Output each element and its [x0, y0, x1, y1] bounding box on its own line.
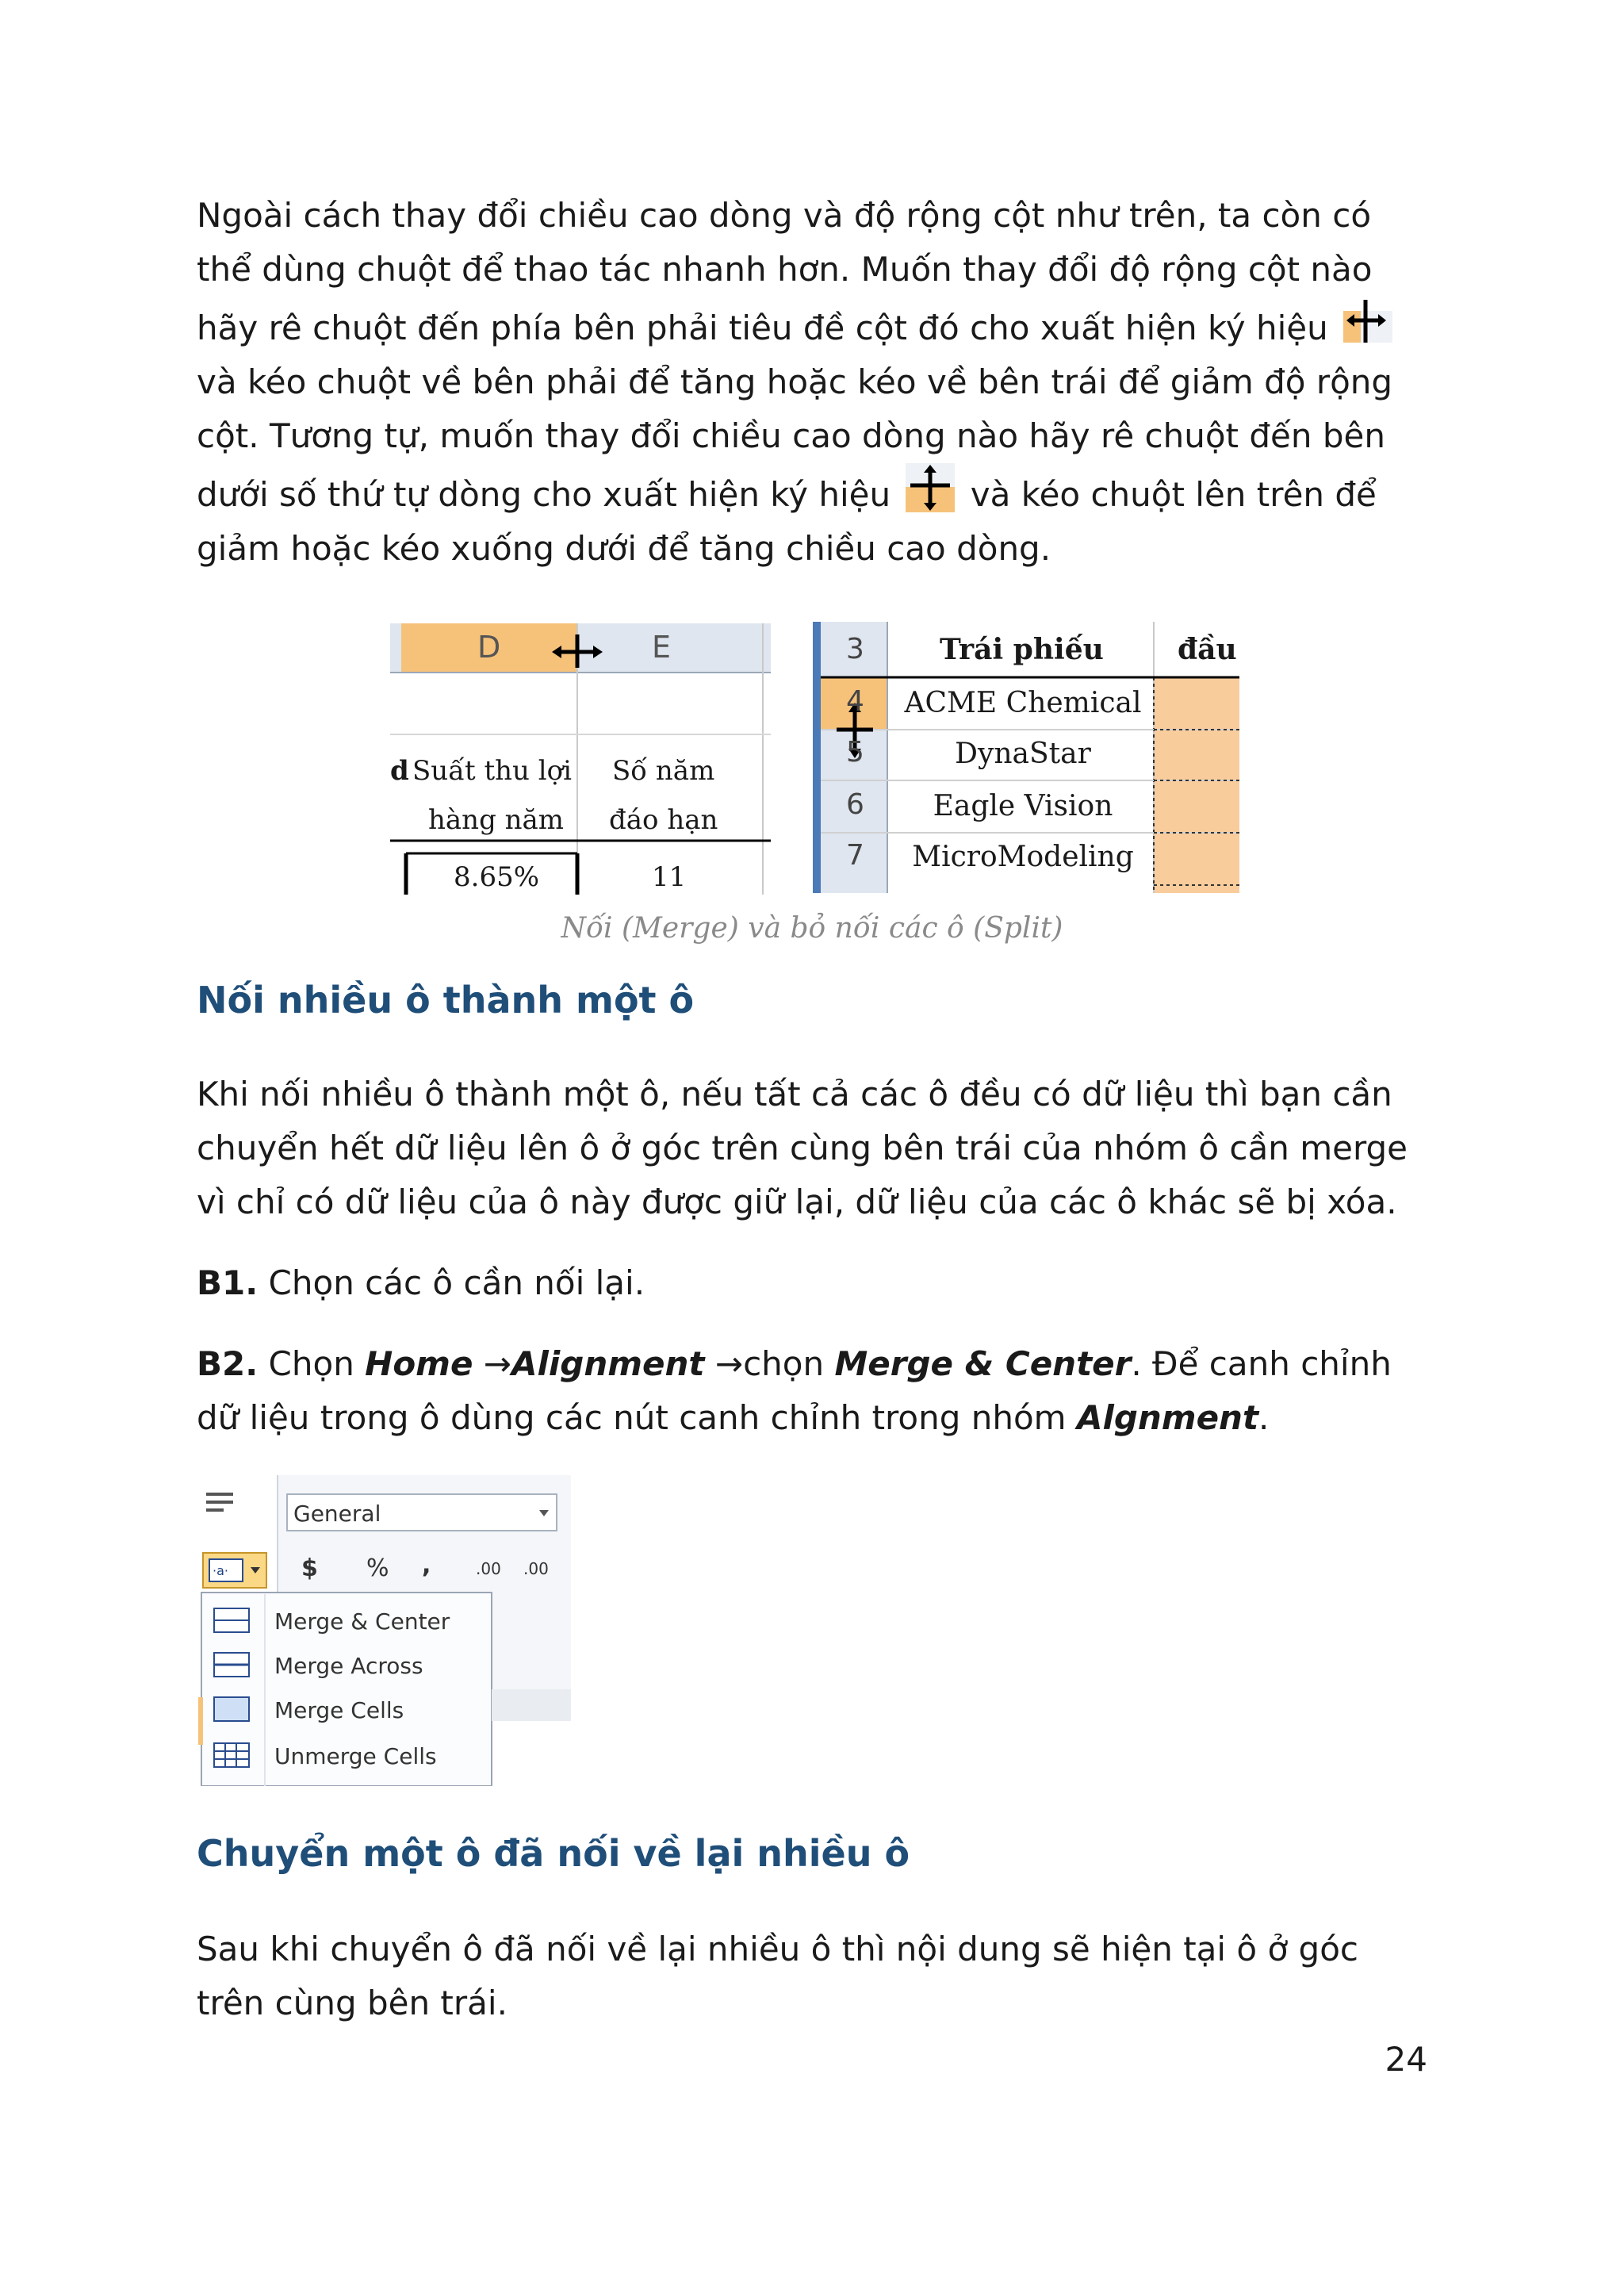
section-heading-merge: Nối nhiều ô thành một ô [197, 979, 695, 1022]
step-b2-text-1: Chọn [258, 1344, 366, 1383]
cell-bond-3: Eagle Vision [933, 790, 1113, 822]
svg-text:·a·: ·a· [213, 1563, 228, 1578]
percent-button[interactable]: % [366, 1554, 389, 1582]
merge-center-icon [214, 1608, 249, 1632]
step-b2-text-2: chọn [743, 1344, 835, 1383]
merge-paragraph: Khi nối nhiều ô thành một ô, nếu tất cả các ô đều có dữ liệu thì bạn cần chuyển hết dữ liệu lên ô ở góc trên cùng bên trái của nhóm ô cần merge vì chỉ có dữ liệu của ô này được giữ lại, dữ liệu của các ô khác sẽ bị xóa. [197, 1075, 1408, 1221]
header-partial: đầu [1178, 633, 1237, 666]
header-bond: Trái phiếu [940, 633, 1104, 666]
cell-yield-line1: Suất thu lợi [412, 755, 572, 787]
excel-column-resize-screenshot [390, 623, 771, 895]
cell-bond-1: ACME Chemical [904, 687, 1142, 719]
step-b2-alignment: Alignment [511, 1344, 705, 1383]
menu-item-unmerge-cells[interactable]: Unmerge Cells [274, 1743, 437, 1769]
row-number-4: 4 [846, 685, 864, 718]
column-header-d: D [477, 630, 501, 665]
intro-text-1: Ngoài cách thay đổi chiều cao dòng và độ rộng cột như trên, ta còn có thể dùng chuột để thao tác nhanh hơn. Muốn thay đổi độ rộng cột nào hãy rê chuột đến phía bên phải tiêu đề cột đó cho xuất hiện ký hiệu [197, 196, 1373, 347]
increase-decimal-button[interactable]: .00 [476, 1559, 501, 1578]
step-b1-text: Chọn các ô cần nối lại. [258, 1263, 645, 1302]
step-b2-text-4: . [1258, 1398, 1270, 1437]
cell-years-line2: đáo hạn [609, 804, 718, 836]
arrow-icon: → [714, 1344, 744, 1383]
intro-text-2: và kéo chuột về bên phải để tăng hoặc kéo về bên trái để giảm độ rộng cột. Tương tự, muốn thay đổi chiều cao dòng nào hãy rê chuột đến bên dưới số thứ tự dòng cho xuất hiện ký hiệu [197, 362, 1393, 514]
arrow-icon: → [483, 1344, 511, 1383]
row-number-3: 3 [846, 633, 864, 665]
cell-years-line1: Số năm [612, 755, 715, 787]
menu-item-merge-cells[interactable]: Merge Cells [274, 1697, 404, 1723]
step-b2-text-3: . Để canh chỉnh dữ liệu trong ô dùng các nút canh chỉnh trong nhóm [197, 1344, 1392, 1437]
step-b1-label: B1. [197, 1263, 259, 1302]
step-b2-merge-center: Merge & Center [834, 1344, 1132, 1383]
row-number-6: 6 [846, 788, 864, 821]
unmerge-cells-icon [214, 1743, 249, 1767]
cell-yield-value: 8.65% [454, 861, 540, 893]
row-number-5: 5 [846, 736, 864, 769]
menu-item-merge-across[interactable]: Merge Across [274, 1653, 423, 1679]
cell-yield-line2: hàng năm [428, 804, 565, 836]
intro-paragraph [197, 189, 1434, 576]
column-header-e: E [652, 630, 672, 665]
step-b2-home: Home [365, 1344, 473, 1383]
number-format-select[interactable]: General [293, 1501, 381, 1527]
section-heading-unmerge: Chuyển một ô đã nối về lại nhiều ô [197, 1832, 910, 1875]
excel-row-resize-screenshot [813, 622, 1239, 893]
unmerge-paragraph: Sau khi chuyển ô đã nối về lại nhiều ô thì nội dung sẽ hiện tại ô ở góc trên cùng bên trái. [197, 1930, 1358, 2022]
row-number-7: 7 [846, 839, 864, 872]
intro-text-3: và kéo chuột lên trên để giảm hoặc kéo xuống dưới để tăng chiều cao dòng. [197, 475, 1377, 568]
cell-years-value: 11 [652, 861, 687, 893]
figure-caption: Nối (Merge) và bỏ nối các ô (Split) [561, 912, 1063, 945]
excel-merge-menu-screenshot [198, 1475, 571, 1786]
cell-bond-4: MicroModeling [912, 841, 1134, 873]
step-b1 [197, 1256, 1434, 1310]
currency-button[interactable]: $ [301, 1554, 318, 1582]
step-b2-label: B2. [197, 1344, 259, 1383]
decrease-decimal-button[interactable]: .00 [523, 1559, 549, 1578]
comma-button[interactable]: , [422, 1551, 431, 1579]
step-b2 [197, 1337, 1434, 1445]
cell-bond-2: DynaStar [955, 738, 1091, 770]
page-number: 24 [1385, 2040, 1427, 2079]
merge-across-icon [214, 1653, 249, 1677]
step-b2-algnment: Algnment [1076, 1398, 1259, 1437]
row-resize-cursor-icon [906, 463, 955, 512]
cell-prefix: d [390, 755, 409, 787]
column-resize-cursor-icon [1343, 297, 1392, 346]
menu-item-merge-center[interactable]: Merge & Center [274, 1608, 450, 1635]
merge-cells-icon [214, 1697, 249, 1721]
